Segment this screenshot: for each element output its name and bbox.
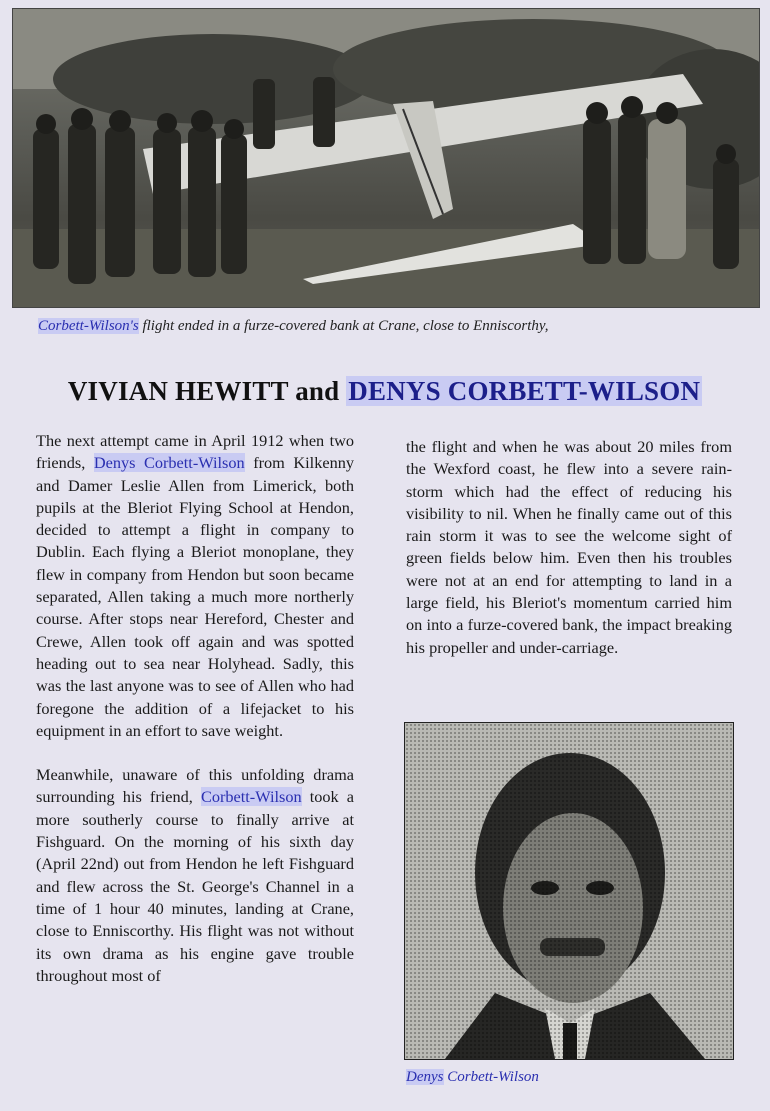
p2-text-b: took a more southerly course to finally arrive at Fishguard. On the morning of his sixth day (April 22nd) out from Hendon he left Fishguard and flew across the St. George's Channel in a time of 1 hour 40 minutes, landing at Crane, close to Enniscorthy. His flight was not without its own drama as his engine gave trouble throughout most of xyxy=(36,787,355,985)
portrait-caption-rest: Corbett-Wilson xyxy=(443,1069,539,1085)
article-headline xyxy=(0,376,770,407)
p2-name-highlight: Corbett-Wilson xyxy=(200,787,302,807)
p1-text-b: from Kilkenny and Damer Leslie Allen from Limerick, both pupils at the Bleriot Flying School at Hendon, decided to attempt a flight in company to Dublin. Each flying a Bleriot monoplane, they flew in company from Hendon but soon became separated, Allen taking a much more northerly course. After stops near Hereford, Chester and Crewe, Allen took off again and was spotted heading out to sea near Holyhead. Sadly, this was the last anyone was to see of Allen who had foregone the addition of a lifejacket to his equipment in an effort to save weight. xyxy=(36,453,354,740)
portrait-caption-first: Denys xyxy=(406,1069,444,1085)
left-paragraph-1 xyxy=(36,430,354,742)
headline-part1: VIVIAN HEWITT and xyxy=(67,376,347,406)
monoplane-crowd-photo xyxy=(12,8,760,308)
left-paragraph-2 xyxy=(36,764,354,987)
caption-name-highlight: Corbett-Wilson's xyxy=(38,318,139,334)
caption-text: flight ended in a furze-covered bank at Crane, close to Enniscorthy, xyxy=(138,318,549,334)
right-column xyxy=(406,436,732,659)
p2-text-a: Meanwhile, unaware of this unfolding drama surrounding his friend, xyxy=(36,765,354,807)
right-paragraph: the flight and when he was about 20 miles from the Wexford coast, he flew into a severe rain-storm which had the effect of reducing his visibility to nil. When he finally came out of this rain storm it was to see the welcome sight of green fields below him. Even then his troubles were not at an end for attempting to land in a large field, his Bleriot's momentum carried him on into a furze-covered bank, the impact breaking his propeller and under-carriage. xyxy=(406,437,732,657)
top-photo-caption xyxy=(38,318,738,335)
p1-text-a: The next attempt came in April 1912 when two friends, xyxy=(36,431,354,473)
left-column xyxy=(36,430,354,987)
portrait-caption xyxy=(406,1069,539,1086)
headline-part2-highlight: DENYS CORBETT-WILSON xyxy=(348,376,701,406)
portrait-photo xyxy=(404,722,734,1060)
p1-name-highlight: Denys Corbett-Wilson xyxy=(93,453,245,473)
